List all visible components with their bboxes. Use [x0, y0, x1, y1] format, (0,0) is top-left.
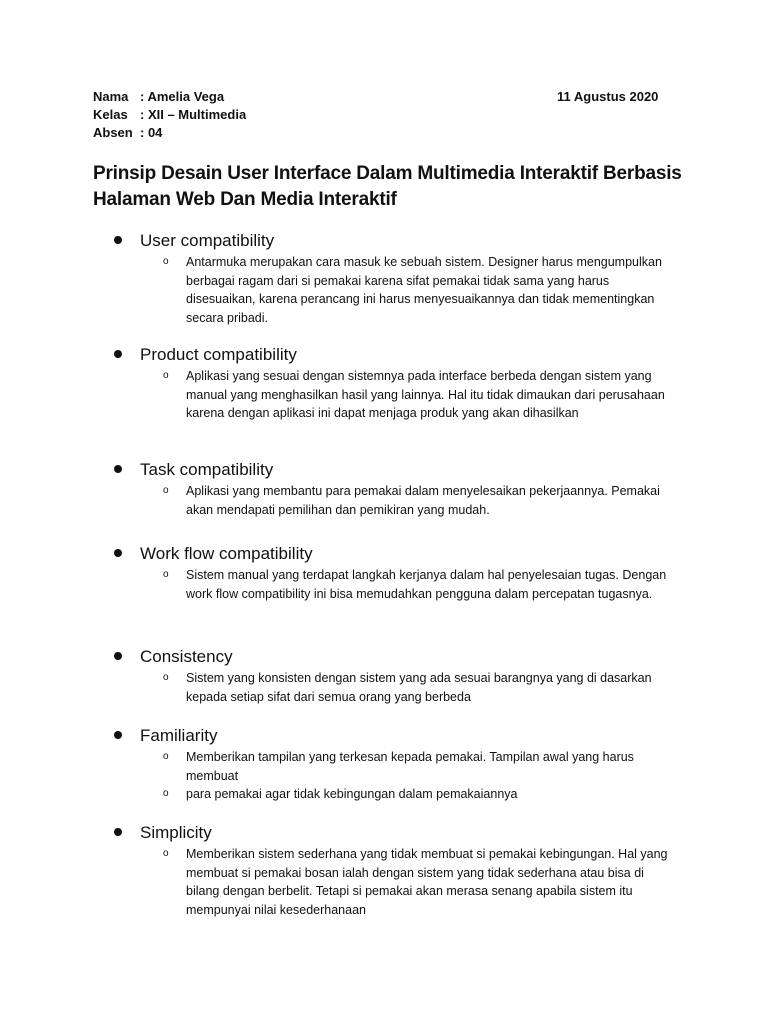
- nama-label: Nama: [93, 89, 129, 104]
- section-consistency: [0, 645, 768, 706]
- section-heading: [0, 821, 768, 845]
- bullet-dot-icon: [114, 350, 122, 358]
- section-task-compatibility: [0, 458, 768, 519]
- circle-bullet-icon: o: [163, 370, 169, 381]
- circle-bullet-icon: o: [163, 751, 169, 762]
- bullet-dot-icon: [114, 652, 122, 660]
- bullet-dot-icon: [114, 549, 122, 557]
- bullet-dot-icon: [114, 828, 122, 836]
- section-title: Consistency: [140, 647, 233, 666]
- list-item-text: Memberikan tampilan yang terkesan kepada pemakai. Tampilan awal yang harus membuat: [186, 750, 634, 783]
- section-heading: [0, 229, 768, 253]
- section-title: Task compatibility: [140, 460, 274, 479]
- list-item: [0, 482, 768, 519]
- circle-bullet-icon: o: [163, 672, 169, 683]
- section-title: Familiarity: [140, 726, 218, 745]
- section-heading: [0, 542, 768, 566]
- circle-bullet-icon: o: [163, 848, 169, 859]
- list-item-text: Aplikasi yang membantu para pemakai dalam menyelesaikan pekerjaannya. Pemakai akan mendapati pemilihan dan pemikiran yang mudah.: [186, 484, 660, 517]
- list-item-text: Aplikasi yang sesuai dengan sistemnya pada interface berbeda dengan sistem yang manual yang menghasilkan hasil yang lainnya. Hal itu tidak dimaukan dari perusahaan karena dengan aplikasi ini dapat menjaga produk yang akan dihasilkan: [186, 369, 665, 420]
- section-heading: [0, 458, 768, 482]
- bullet-dot-icon: [114, 465, 122, 473]
- section-heading: [0, 645, 768, 669]
- section-title: User compatibility: [140, 231, 275, 250]
- circle-bullet-icon: o: [163, 256, 169, 267]
- list-item: [0, 845, 768, 919]
- circle-bullet-icon: o: [163, 788, 169, 799]
- absen-value: : 04: [140, 125, 163, 140]
- circle-bullet-icon: o: [163, 569, 169, 580]
- absen-label: Absen: [93, 125, 133, 140]
- section-user-compatibility: [0, 229, 768, 327]
- list-item-text: para pemakai agar tidak kebingungan dalam pemakaiannya: [186, 787, 518, 801]
- list-item: [0, 367, 768, 423]
- section-familiarity: [0, 724, 768, 804]
- list-item: [0, 253, 768, 327]
- document-date: 11 Agustus 2020: [557, 89, 659, 104]
- list-item: [0, 669, 768, 706]
- section-title: Simplicity: [140, 823, 212, 842]
- list-item: [0, 566, 768, 603]
- list-item-text: Sistem manual yang terdapat langkah kerjanya dalam hal penyelesaian tugas. Dengan work flow compatibility ini bisa memudahkan pengguna dalam percepatan tugasnya.: [186, 568, 667, 601]
- nama-value: : Amelia Vega: [140, 89, 225, 104]
- section-simplicity: [0, 821, 768, 919]
- circle-bullet-icon: o: [163, 485, 169, 496]
- section-heading: [0, 724, 768, 748]
- info-row-kelas: [93, 106, 693, 124]
- document-title: Prinsip Desain User Interface Dalam Multimedia Interaktif Berbasis Halaman Web Dan Media Interaktif: [93, 163, 682, 210]
- bullet-dot-icon: [114, 236, 122, 244]
- list-item-text: Antarmuka merupakan cara masuk ke sebuah sistem. Designer harus mengumpulkan berbagai ragam dari si pemakai karena sifat pemakai tidak sama yang harus disesuaikan, karena perancang ini harus menyesuaikannya dan tidak mementingkan secara pribadi.: [186, 255, 662, 325]
- section-title: Work flow compatibility: [140, 544, 313, 563]
- list-item-text: Memberikan sistem sederhana yang tidak membuat si pemakai kebingungan. Hal yang membuat si pemakai bosan ialah dengan sistem yang tidak sederhana atau bisa di bilang dengan berbelit. Tetapi si pemakai akan merasa senang apabila sistem itu mempunyai nilai kesederhanaan: [186, 847, 668, 917]
- section-heading: [0, 343, 768, 367]
- bullet-dot-icon: [114, 731, 122, 739]
- list-item: [0, 748, 768, 785]
- section-work-flow-compatibility: [0, 542, 768, 603]
- list-item: [0, 785, 768, 804]
- list-item-text: Sistem yang konsisten dengan sistem yang ada sesuai barangnya yang di dasarkan kepada setiap sifat dari semua orang yang berbeda: [186, 671, 652, 704]
- section-title: Product compatibility: [140, 345, 297, 364]
- kelas-value: : XII – Multimedia: [140, 107, 247, 122]
- info-row-absen: [93, 124, 693, 142]
- section-product-compatibility: [0, 343, 768, 423]
- kelas-label: Kelas: [93, 107, 128, 122]
